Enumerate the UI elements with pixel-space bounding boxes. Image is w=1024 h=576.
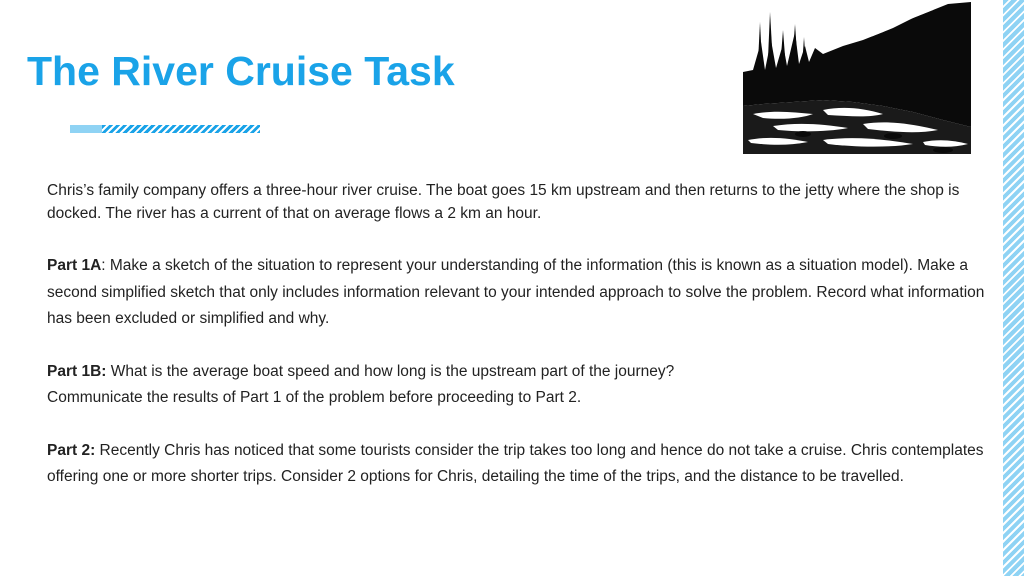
part-1b-line2: Communicate the results of Part 1 of the problem before proceeding to Part 2. (47, 389, 582, 406)
part-2-paragraph (47, 438, 987, 491)
page-title: The River Cruise Task (27, 48, 455, 94)
intro-paragraph: Chris’s family company offers a three-hour river cruise. The boat goes 15 km upstream and then returns to the jetty where the shop is docked. The river has a current of that on average flows a 2 km an hour. (47, 182, 960, 222)
task-description (47, 179, 987, 517)
part-1a-paragraph (47, 253, 987, 333)
part-1b-text: What is the average boat speed and how long is the upstream part of the journey? (106, 362, 675, 380)
part-1a-text: : Make a sketch of the situation to represent your understanding of the information (this is known as a situation model). Make a second simplified sketch that only includes information relevant to your intended approach to solve the problem. Record what information has been excluded or simplified and why. (47, 257, 985, 327)
part-2-label: Part 2: (47, 441, 96, 459)
part-1a-label: Part 1A (47, 257, 102, 274)
part-1b-label: Part 1B: (47, 362, 107, 380)
part-1b-paragraph (47, 359, 987, 412)
river-silhouette-svg (743, 2, 971, 154)
river-forest-silhouette-image (743, 2, 971, 154)
accent-solid-segment (70, 125, 102, 133)
accent-striped-segment (102, 125, 260, 133)
part-2-text: Recently Chris has noticed that some tourists consider the trip takes too long and hence do not take a cruise. Chris contemplates offering one or more shorter trips. Consider 2 options for Chris, detailing the time of the trips, and the distance to be travelled. (47, 441, 984, 485)
title-accent-bar (70, 125, 260, 133)
decorative-side-stripe (1003, 0, 1024, 576)
